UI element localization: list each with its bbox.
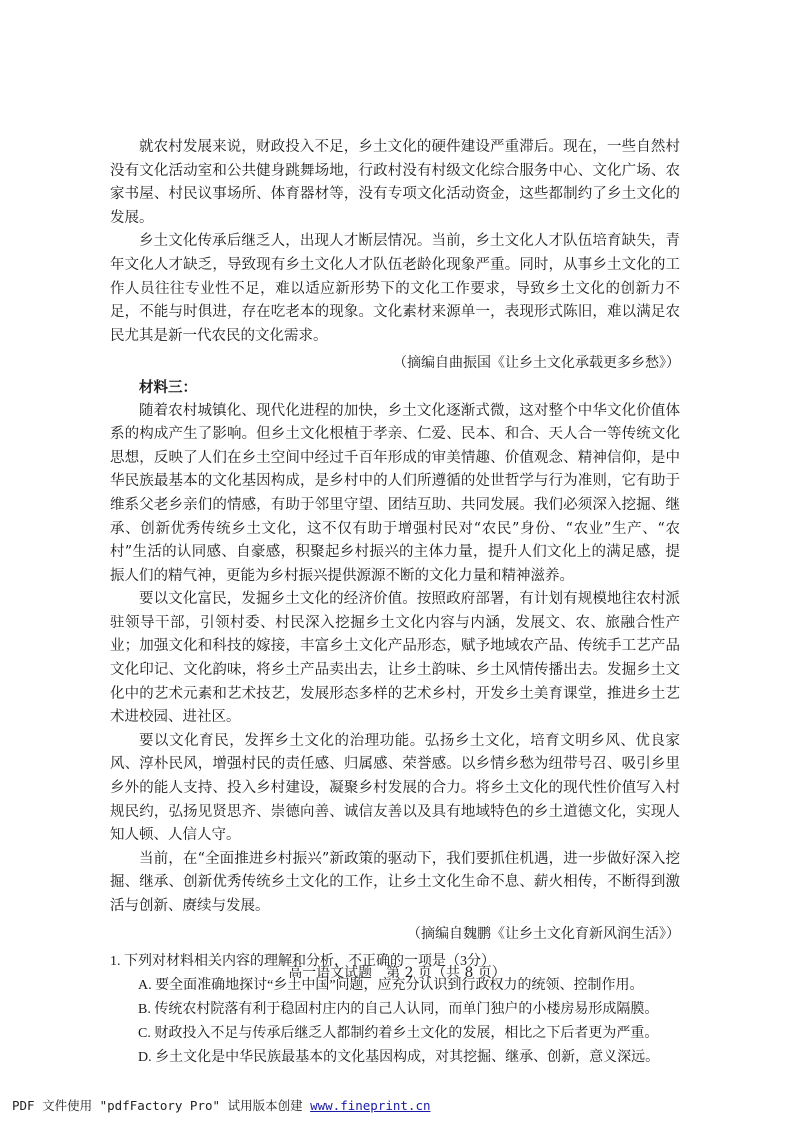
paragraph: 要以文化育民，发挥乡土文化的治理功能。弘扬乡土文化，培育文明乡风、优良家风、淳朴民风，增强村民的责任感、归属感、荣誉感。以乡情乡愁为纽带号召、吸引乡里乡外的能人支持、投入乡村建设，凝聚乡村发展的合力。将乡土文化的现代性价值写入村规民约，弘扬见贤思齐、崇德向善、诚信友善以及具有地域特色的乡土道德文化，实现人知人顿、人信人守。 [110, 732, 680, 844]
paragraph: 随着农村城镇化、现代化进程的加快，乡土文化逐渐式微，这对整个中华文化价值体系的构成产生了影响。但乡土文化根植于孝亲、仁爱、民本、和合、天人合一等传统文化思想，反映了人们在乡土空间中经过千百年形成的审美情趣、价值观念、精神信仰，是中华民族最基本的文化基因构成，是乡村中的人们所遵循的处世哲学与行为准则，它有助于维系父老乡亲们的情感，有助于邻里守望、团结互助、共同发展。我们必须深入挖掘、继承、创新优秀传统乡土文化，这不仅有助于增强村民对“农民”身份、“农业”生产、“农村”生活的认同感、自豪感，积聚起乡村振兴的主体力量，提升人们文化上的满足感，提振人们的精气神，更能为乡村振兴提供源源不断的文化力量和精神滋养。 [110, 402, 680, 584]
fineprint-link[interactable]: www.fineprint.cn [310, 1098, 431, 1113]
page-number-footer: 高一语文试题 第 2 页（共 8 页） [288, 965, 506, 981]
material-2-tail [110, 136, 680, 376]
option-d: D. 乡土文化是中华民族最基本的文化基因构成，对其挖掘、继承、创新，意义深远。 [138, 1050, 660, 1066]
pdf-footer-text: PDF 文件使用 "pdfFactory Pro" 试用版本创建 [12, 1098, 311, 1113]
source-citation: （摘编自曲振国《让乡土文化承载更多乡愁》） [393, 355, 680, 372]
option-c: C. 财政投入不足与传承后继乏人都制约着乡土文化的发展，相比之下后者更为严重。 [138, 1026, 659, 1042]
pdf-creator-footer [12, 1096, 431, 1114]
paragraph: 乡土文化传承后继乏人，出现人才断层情况。当前，乡土文化人才队伍培育缺失，青年文化人才缺乏，导致现有乡土文化人才队伍老龄化现象严重。同时，从事乡土文化的工作人员往往专业性不足，难以适应新形势下的文化工作要求，导致乡土文化的创新力不足，不能与时俱进，存在吃老本的现象。文化素材来源单一，表现形式陈旧，难以满足农民尤其是新一代农民的文化需求。 [110, 233, 680, 344]
option-b: B. 传统农村院落有利于稳固村庄内的自己人认同，而单门独户的小楼房易形成隔膜。 [138, 1002, 659, 1018]
paragraph: 要以文化富民，发掘乡土文化的经济价值。按照政府部署，有计划有规模地往农村派驻领导干部，引领村委、村民深入挖掘乡土文化内容与内涵，发展文、农、旅融合性产业；加强文化和科技的嫁接，丰富乡土文化产品形态，赋予地域农产品、传统手工艺产品文化印记、文化韵味，将乡土产品卖出去，让乡土韵味、乡土风情传播出去。发掘乡土文化中的艺术元素和艺术技艺，发展形态多样的艺术乡村，开发乡土美育课堂，推进乡土艺术进校园、进社区。 [110, 591, 680, 726]
section-heading: 材料三： [139, 378, 197, 396]
question-stem: 1. 下列对材料相关内容的理解和分析，不正确的一项是（3分） [110, 954, 495, 970]
source-citation: （摘编自魏鹏《让乡土文化育新风润生活》） [407, 925, 680, 942]
page-content [110, 136, 680, 1070]
paragraph: 就农村发展来说，财政投入不足，乡土文化的硬件建设严重滞后。现在，一些自然村没有文化活动室和公共健身跳舞场地，行政村没有村级文化综合服务中心、文化广场、农家书屋、村民议事场所、体育器材等，没有专项文化活动资金，这些都制约了乡土文化的发展。 [110, 139, 680, 226]
material-3 [110, 376, 680, 946]
paragraph: 当前，在“全面推进乡村振兴”新政策的驱动下，我们要抓住机遇，进一步做好深入挖掘、继承、创新优秀传统乡土文化的工作，让乡土文化生命不息、薪火相传，不断得到激活与创新、赓续与发展。 [110, 850, 680, 914]
option-a: A. 要全面准确地探讨“乡土中国”问题，应充分认识到行政权力的统领、控制作用。 [138, 978, 644, 994]
